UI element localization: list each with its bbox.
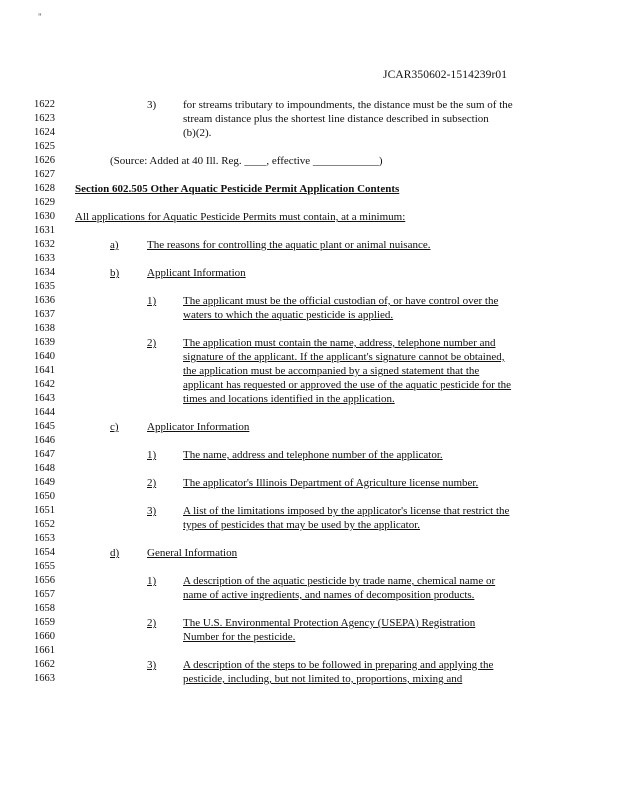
line-number: 1648 (34, 463, 55, 474)
paragraph-line: The application must contain the name, address, telephone number and (183, 337, 496, 349)
item-number: 1) (147, 449, 157, 461)
subsection-label: c) (110, 421, 119, 433)
paragraph-line: A description of the aquatic pesticide by trade name, chemical name or (183, 575, 496, 587)
line-number: 1658 (34, 603, 55, 614)
line-number: 1639 (34, 337, 55, 348)
section-intro: All applications for Aquatic Pesticide Permits must contain, at a minimum: (75, 211, 406, 223)
line-number: 1631 (34, 225, 55, 236)
line-number: 1640 (34, 351, 55, 362)
paragraph-line: A description of the steps to be followed in preparing and applying the (183, 659, 494, 671)
line-number: 1650 (34, 491, 55, 502)
line-number: 1636 (34, 295, 55, 306)
line-number: 1647 (34, 449, 55, 460)
paragraph-line: times and locations identified in the application. (183, 393, 395, 405)
subsection-heading: Applicant Information (147, 267, 246, 279)
line-number: 1630 (34, 211, 55, 222)
line-number: 1662 (34, 659, 55, 670)
line-number: 1628 (34, 183, 55, 194)
paragraph-line: name of active ingredients, and names of decomposition products. (183, 589, 475, 601)
section-title: Section 602.505 Other Aquatic Pesticide Permit Application Contents (75, 183, 400, 195)
line-number: 1624 (34, 127, 55, 138)
line-number: 1643 (34, 393, 55, 404)
line-number: 1659 (34, 617, 55, 628)
paragraph-line: (b)(2). (183, 127, 212, 139)
paragraph-line: The U.S. Environmental Protection Agency (USEPA) Registration (183, 617, 476, 629)
subsection-label: d) (110, 547, 120, 559)
line-number: 1657 (34, 589, 55, 600)
line-number: 1625 (34, 141, 55, 152)
line-number: 1626 (34, 155, 55, 166)
paragraph-line: stream distance plus the shortest line distance described in subsection (183, 113, 489, 125)
item-number: 1) (147, 295, 157, 307)
line-number: 1622 (34, 99, 55, 110)
paragraph-line: signature of the applicant. If the applicant's signature cannot be obtained, (183, 351, 505, 363)
line-number: 1638 (34, 323, 55, 334)
item-number: 3) (147, 505, 157, 517)
line-number: 1646 (34, 435, 55, 446)
line-number: 1642 (34, 379, 55, 390)
source-note: (Source: Added at 40 Ill. Reg. ____, effective ____________) (110, 155, 383, 167)
line-number: 1632 (34, 239, 55, 250)
line-number: 1656 (34, 575, 55, 586)
subsection-heading: Applicator Information (147, 421, 250, 433)
subsection-text: The reasons for controlling the aquatic plant or animal nuisance. (147, 239, 431, 251)
document-header-id: JCAR350602-1514239r01 (383, 69, 508, 81)
line-number: 1629 (34, 197, 55, 208)
item-number: 2) (147, 477, 157, 489)
item-number: 2) (147, 337, 157, 349)
paragraph-line: applicant has requested or approved the use of the aquatic pesticide for the (183, 379, 512, 391)
corner-mark: " (38, 12, 42, 22)
paragraph-line: pesticide, including, but not limited to, proportions, mixing and (183, 673, 463, 685)
line-number: 1645 (34, 421, 55, 432)
item-number: 2) (147, 617, 157, 629)
line-number: 1660 (34, 631, 55, 642)
subsection-label: b) (110, 267, 120, 279)
line-number: 1637 (34, 309, 55, 320)
item-number: 1) (147, 575, 157, 587)
item-number: 3) (147, 99, 157, 111)
line-number: 1627 (34, 169, 55, 180)
line-number: 1651 (34, 505, 55, 516)
line-number: 1653 (34, 533, 55, 544)
line-number: 1663 (34, 673, 55, 684)
subsection-heading: General Information (147, 547, 238, 559)
line-number: 1655 (34, 561, 55, 572)
paragraph-line: A list of the limitations imposed by the applicator's license that restrict the (183, 505, 510, 517)
paragraph-line: the application must be accompanied by a signed statement that the (183, 365, 480, 377)
line-number: 1644 (34, 407, 55, 418)
line-number: 1623 (34, 113, 55, 124)
paragraph-line: types of pesticides that may be used by the applicator. (183, 519, 421, 531)
line-number: 1641 (34, 365, 55, 376)
line-number: 1634 (34, 267, 55, 278)
line-number: 1633 (34, 253, 55, 264)
paragraph-line: Number for the pesticide. (183, 631, 296, 643)
line-number: 1649 (34, 477, 55, 488)
paragraph-line: waters to which the aquatic pesticide is applied. (183, 309, 394, 321)
line-number: 1654 (34, 547, 55, 558)
paragraph-line: The applicator's Illinois Department of Agriculture license number. (183, 477, 479, 489)
item-number: 3) (147, 659, 157, 671)
paragraph-line: The name, address and telephone number of the applicator. (183, 449, 443, 461)
paragraph-line: for streams tributary to impoundments, the distance must be the sum of the (183, 99, 513, 111)
line-number: 1661 (34, 645, 55, 656)
subsection-label: a) (110, 239, 119, 251)
line-number: 1652 (34, 519, 55, 530)
line-number: 1635 (34, 281, 55, 292)
paragraph-line: The applicant must be the official custodian of, or have control over the (183, 295, 499, 307)
